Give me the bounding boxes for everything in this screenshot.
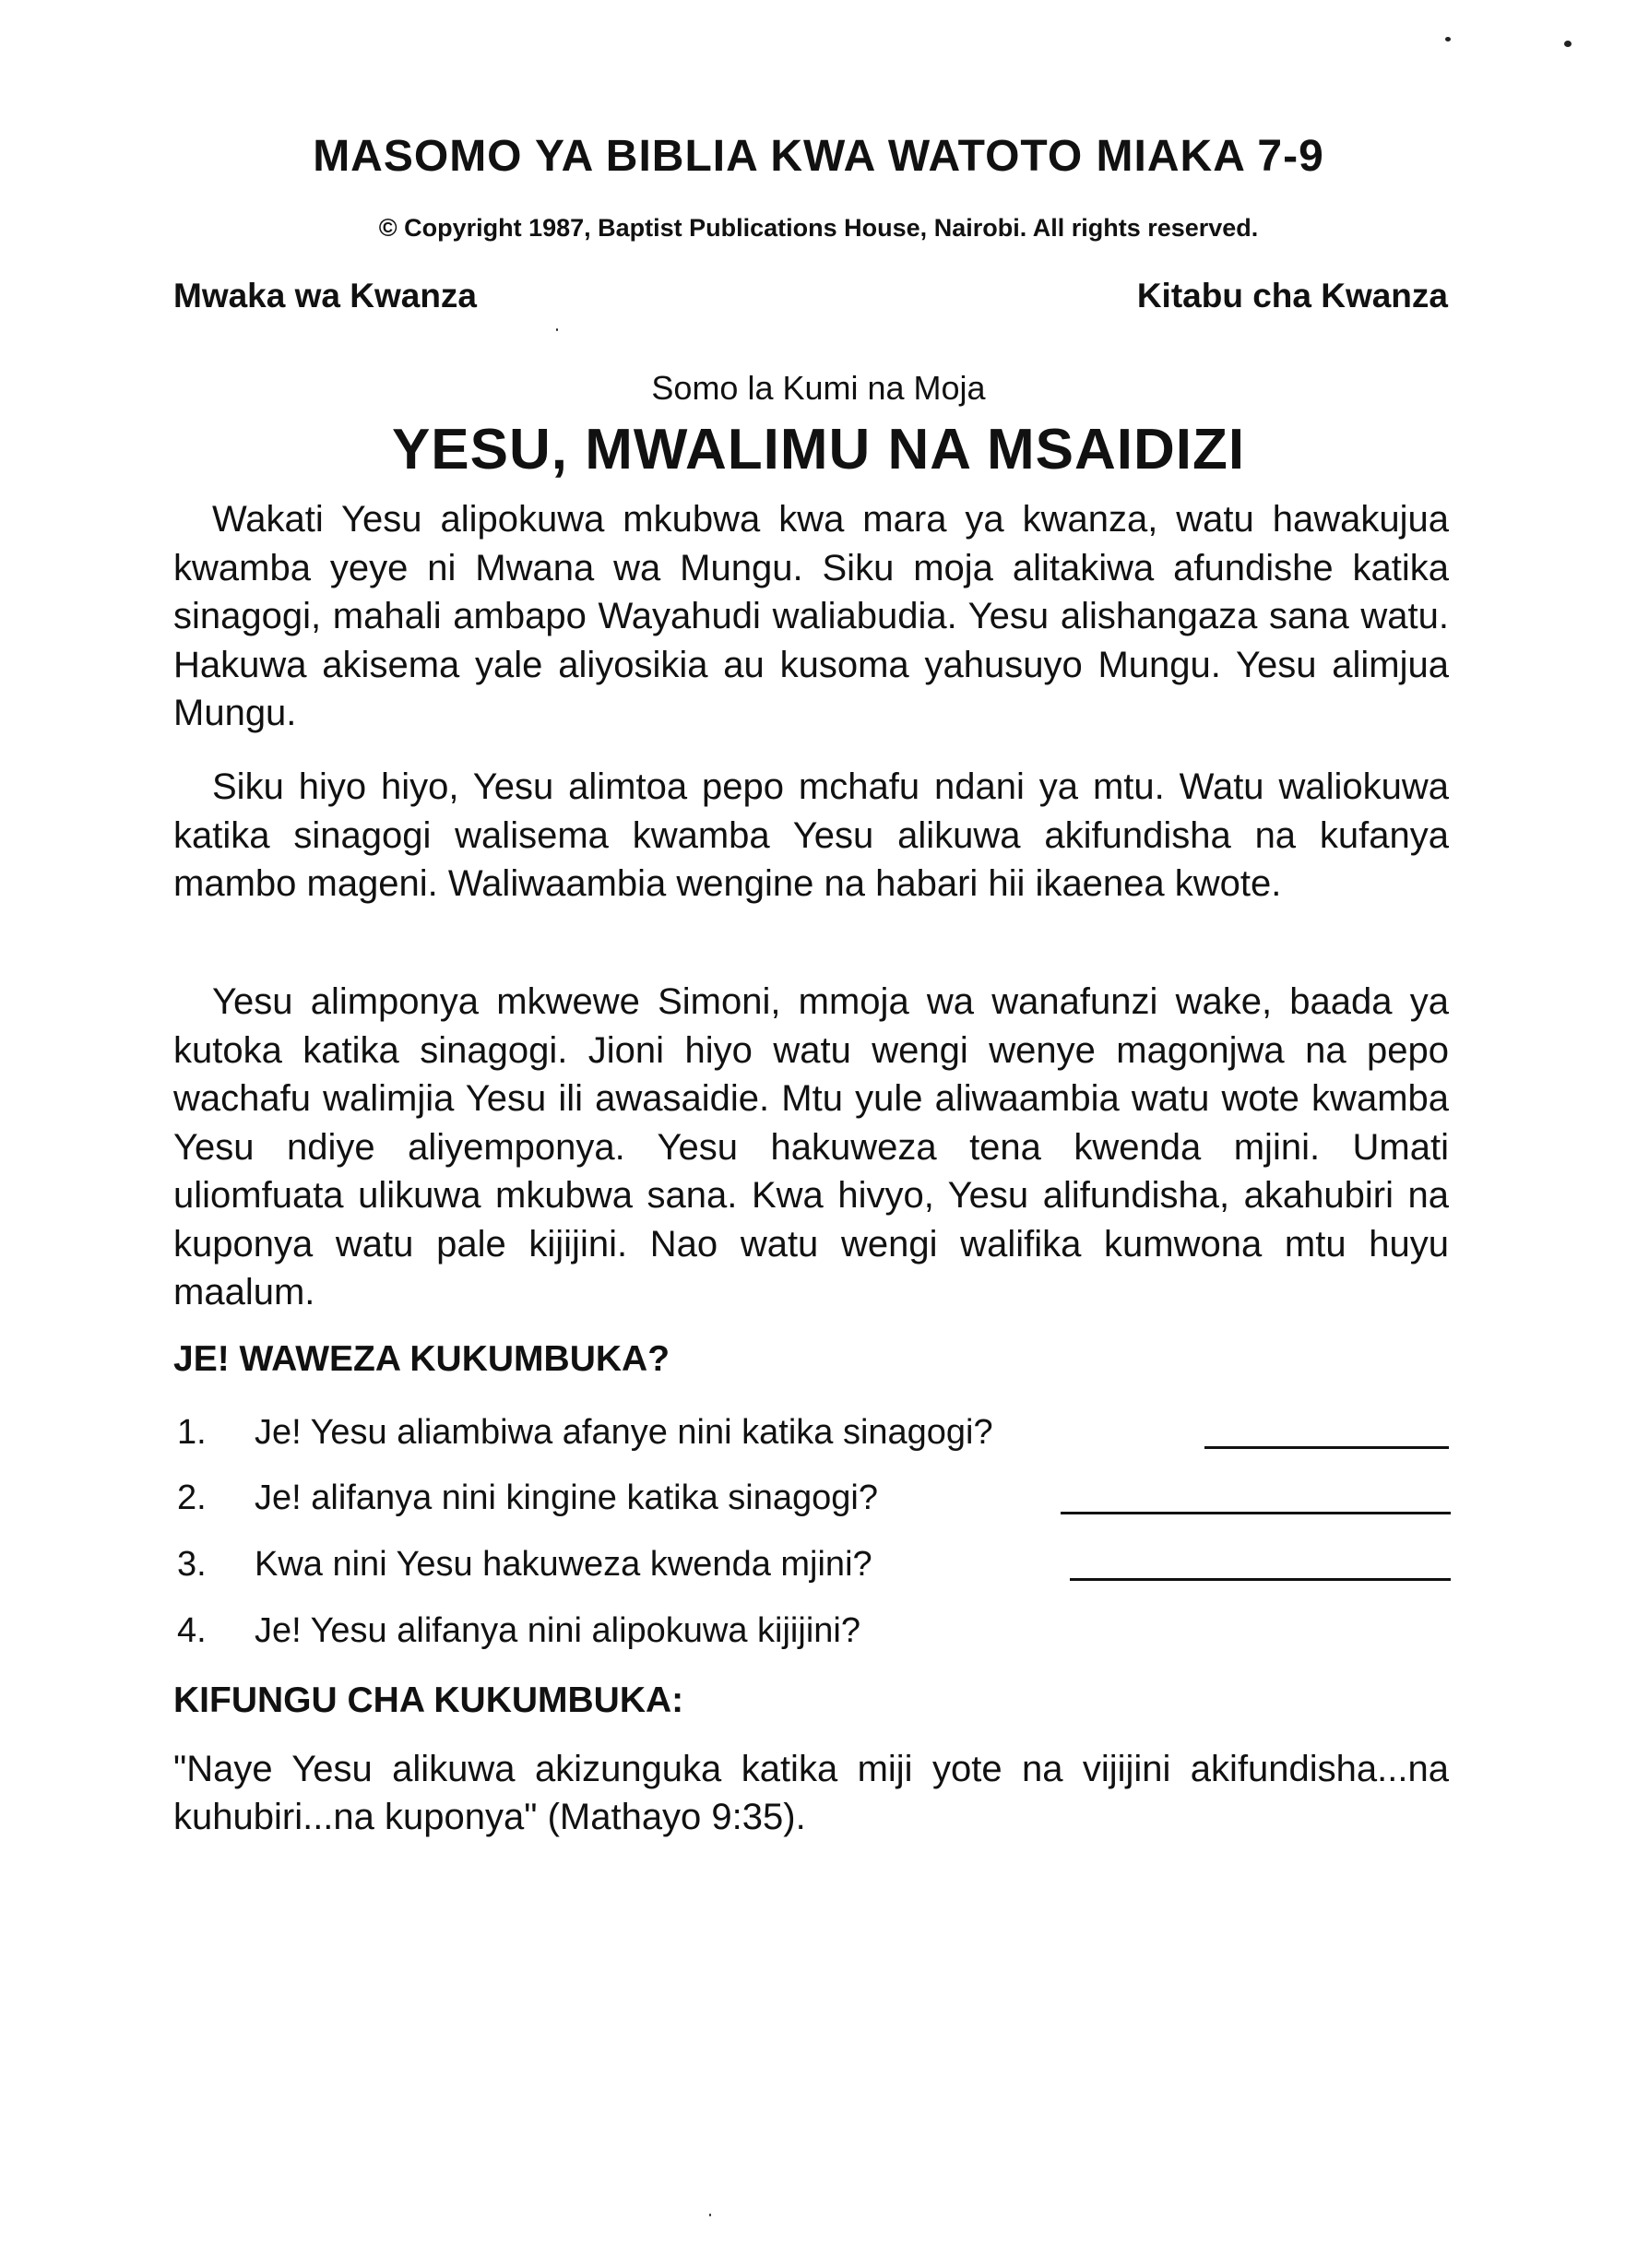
answer-blank-line bbox=[1070, 1578, 1451, 1581]
lesson-title: YESU, MWALIMU NA MSAIDIZI bbox=[391, 418, 1246, 481]
lesson-paragraph-2: Siku hiyo hiyo, Yesu alimtoa pepo mchafu ndani ya mtu. Watu waliokuwa katika sinagogi walisema kwamba Yesu alikuwa akifundisha na kufanya mambo mageni. Waliwaambia wengine na habari hii ikaenea kwote. bbox=[173, 766, 1449, 904]
book-label: Kitabu cha Kwanza bbox=[1136, 277, 1448, 315]
lesson-subtitle: Somo la Kumi na Moja bbox=[651, 369, 986, 407]
answer-blank-line bbox=[1204, 1446, 1449, 1449]
year-label: Mwaka wa Kwanza bbox=[173, 277, 478, 315]
review-question bbox=[173, 1611, 1449, 1667]
question-text: Kwa nini Yesu hakuweza kwenda mjini? bbox=[255, 1545, 872, 1584]
answer-blank-line bbox=[1061, 1512, 1451, 1514]
scan-speck bbox=[556, 328, 558, 331]
copyright-notice: © Copyright 1987, Baptist Publications House, Nairobi. All rights reserved. bbox=[378, 214, 1259, 242]
memory-verse-heading: KIFUNGU CHA KUKUMBUKA: bbox=[173, 1680, 684, 1720]
question-number: 4. bbox=[177, 1611, 207, 1650]
question-text: Je! alifanya nini kingine katika sinagogi? bbox=[255, 1478, 878, 1517]
scan-speck bbox=[709, 2214, 711, 2216]
scan-speck bbox=[1564, 41, 1572, 47]
memory-verse-text: "Naye Yesu alikuwa akizunguka katika miji yote na vijijini akifundisha...na kuhubiri...na kuponya" (Mathayo 9:35). bbox=[173, 1749, 1449, 1837]
lesson-paragraph-1: Wakati Yesu alipokuwa mkubwa kwa mara ya kwanza, watu hawakujua kwamba yeye ni Mwana wa Mungu. Siku moja alitakiwa afundishe katika sinagogi, mahali ambapo Wayahudi waliabudia. Yesu alishangaza sana watu. Hakuwa akisema yale aliyosikia au kusoma yahusuyo Mungu. Yesu alimjua Mungu. bbox=[173, 499, 1449, 733]
question-text: Je! Yesu alifanya nini alipokuwa kijijini? bbox=[255, 1611, 860, 1650]
lesson-paragraph-3: Yesu alimponya mkwewe Simoni, mmoja wa wanafunzi wake, baada ya kutoka katika sinagogi. Jioni hiyo watu wengi wenye magonjwa na pepo wachafu walimjia Yesu ili awasaidie. Mtu yule aliwaambia watu wote kwamba Yesu ndiye aliyemponya. Yesu hakuweza tena kwenda mjini. Umati uliomfuata ulikuwa mkubwa sana. Kwa hivyo, Yesu alifundisha, akahubiri na kuponya watu pale kijijini. Nao watu wengi walifika kumwona mtu huyu maalum. bbox=[173, 981, 1449, 1312]
question-number: 3. bbox=[177, 1545, 207, 1584]
review-question bbox=[173, 1545, 1449, 1600]
question-number: 1. bbox=[177, 1413, 207, 1452]
review-questions-heading: JE! WAWEZA KUKUMBUKA? bbox=[173, 1339, 670, 1379]
question-text: Je! Yesu aliambiwa afanye nini katika sinagogi? bbox=[255, 1413, 993, 1452]
scan-speck bbox=[1445, 37, 1451, 42]
review-question bbox=[173, 1413, 1449, 1468]
series-title: MASOMO YA BIBLIA KWA WATOTO MIAKA 7-9 bbox=[313, 132, 1324, 181]
review-question bbox=[173, 1478, 1449, 1534]
question-number: 2. bbox=[177, 1478, 207, 1517]
